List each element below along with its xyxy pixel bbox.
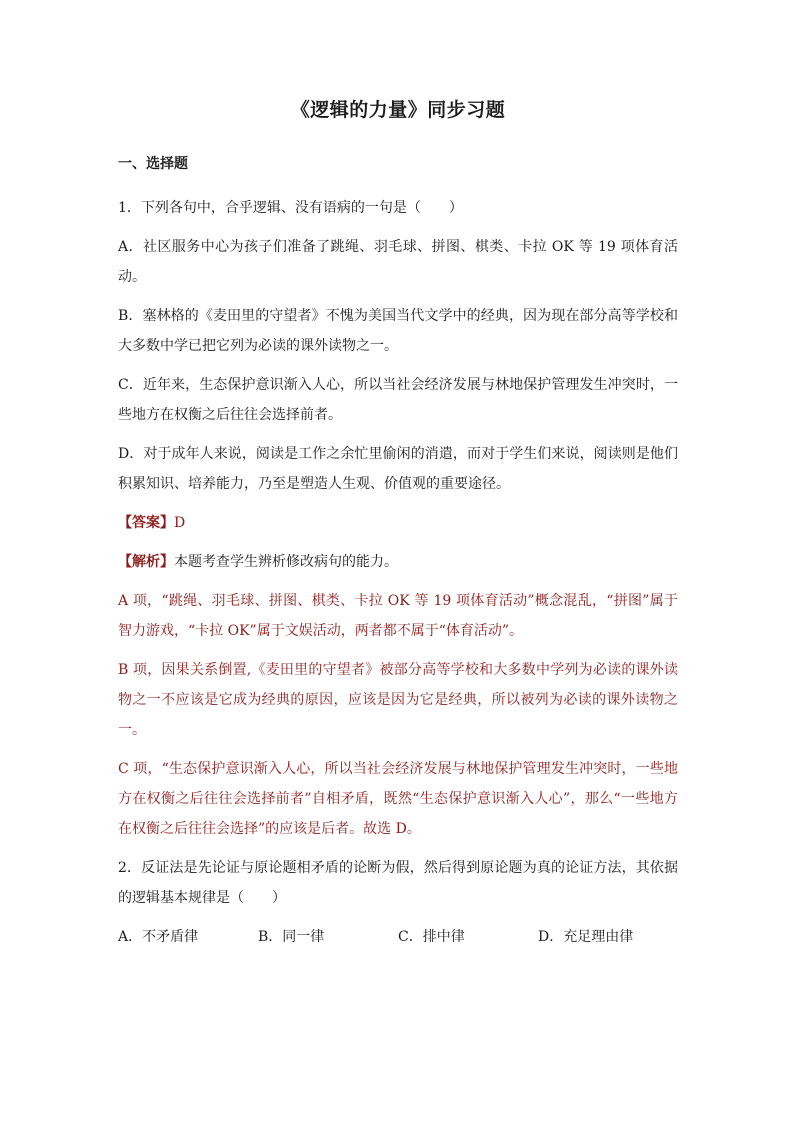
question-2-stem: 2．反证法是先论证与原论题相矛盾的论断为假，然后得到原论题为真的论证方法，其依据的逻辑基本规律是（ ） — [118, 860, 678, 906]
analysis-text: 本题考查学生辨析修改病句的能力。 — [174, 554, 398, 570]
question-1-option-a: A．社区服务中心为孩子们准备了跳绳、羽毛球、拼图、棋类、卡拉 OK 等 19 项体育活动。 — [118, 239, 678, 285]
analysis-line — [118, 547, 678, 577]
document-page — [118, 96, 678, 952]
question-2-option-d: D．充足理由律 — [538, 929, 634, 945]
answer-line — [118, 508, 678, 538]
question-1-stem: 1．下列各句中，合乎逻辑、没有语病的一句是（ ） — [118, 200, 463, 216]
analysis-tag: 【解析】 — [118, 554, 174, 570]
question-1-option-b: B．塞林格的《麦田里的守望者》不愧为美国当代文学中的经典，因为现在部分高等学校和大多数中学已把它列为必读的课外读物之一。 — [118, 308, 678, 354]
analysis-option-a: A 项，“跳绳、羽毛球、拼图、棋类、卡拉 OK 等 19 项体育活动”概念混乱，“拼图”属于智力游戏，“卡拉 OK”属于文娱活动，两者都不属于“体育活动”。 — [118, 593, 678, 639]
analysis-option-b: B 项，因果关系倒置,《麦田里的守望者》被部分高等学校和大多数中学列为必读的课外读物之一不应该是它成为经典的原因，应该是因为它是经典，所以被列为必读的课外读物之一。 — [118, 662, 678, 738]
question-2-options — [118, 922, 678, 952]
question-1-option-c: C．近年来，生态保护意识渐入人心，所以当社会经济发展与林地保护管理发生冲突时，一些地方在权衡之后往往会选择前者。 — [118, 377, 678, 423]
answer-tag: 【答案】 — [118, 515, 174, 531]
answer-value: D — [174, 515, 186, 531]
question-2-option-c: C．排中律 — [398, 929, 465, 945]
question-2-option-a: A．不矛盾律 — [118, 929, 199, 945]
question-1-option-d: D．对于成年人来说，阅读是工作之余忙里偷闲的消遣，而对于学生们来说，阅读则是他们积累知识、培养能力，乃至是塑造人生观、价值观的重要途径。 — [118, 446, 678, 492]
question-2-option-b: B．同一律 — [258, 929, 325, 945]
section-heading: 一、选择题 — [118, 156, 188, 172]
document-title: 《逻辑的力量》同步习题 — [290, 99, 506, 121]
analysis-option-c: C 项，“生态保护意识渐入人心，所以当社会经济发展与林地保护管理发生冲突时，一些地方在权衡之后往往会选择前者”自相矛盾，既然“生态保护意识渐入人心”，那么“一些地方在权衡之后往往会选择”的应该是后者。故选 D。 — [118, 761, 678, 837]
